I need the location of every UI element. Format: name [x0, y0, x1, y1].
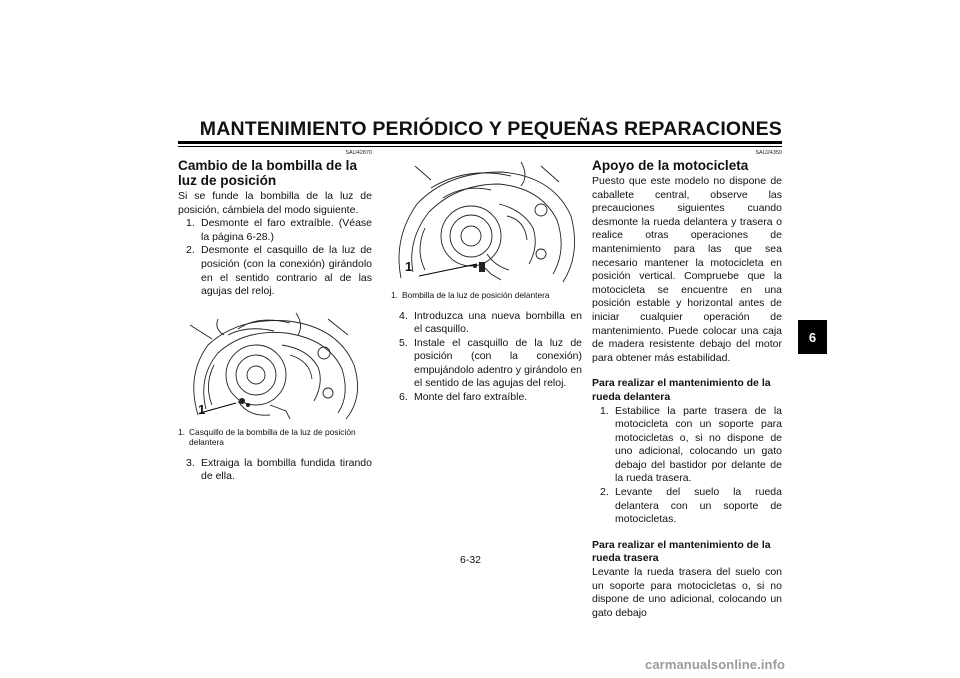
header-rule-thin [178, 146, 782, 147]
left-column [178, 150, 372, 484]
page-header-title: MANTENIMIENTO PERIÓDICO Y PEQUEÑAS REPARACIONES [199, 118, 782, 140]
list-item [391, 310, 582, 337]
list-item [391, 391, 582, 405]
caption-text: Casquillo de la bombilla de la luz de posición delantera [189, 426, 356, 448]
step-text: Introduzca una nueva bombilla en el casquillo. [414, 309, 582, 336]
step-text: Estabilice la parte trasera de la motocicleta con un soporte para motocicletas o, si no dispone de uno adicional, colocando un gato debajo del bastidor por delante de la rueda trasera. [615, 404, 782, 485]
headlight-illustration [178, 305, 372, 425]
steps-list [391, 310, 582, 405]
figure-caption [391, 290, 582, 301]
step-number: 1. [186, 217, 195, 230]
header-rule-thick [178, 141, 782, 144]
rear-text: Levante la rueda trasera del suelo con un soporte para motocicletas o, si no dispone de uno adicional, colocando un gato debajo [592, 566, 782, 619]
section-title: Cambio de la bombilla de la luz de posición [178, 158, 358, 188]
step-text: Monte del faro extraíble. [414, 391, 528, 404]
subsection-heading-rear: Para realizar el mantenimiento de la rueda trasera [592, 538, 771, 565]
step-text: Desmonte el casquillo de la luz de posición (con la conexión) girándolo en el sentido contrario al de las agujas del reloj. [201, 244, 372, 298]
list-item [178, 457, 372, 484]
steps-list [178, 457, 372, 484]
chapter-tab: 6 [798, 320, 827, 354]
step-number: 4. [399, 309, 408, 322]
step-text: Desmonte el faro extraíble. (Véase la página 6-28.) [201, 217, 372, 243]
middle-column [391, 150, 582, 405]
caption-number: 1. [178, 426, 185, 437]
section-code: SAU24350 [755, 150, 782, 156]
figure-bulb [391, 158, 582, 288]
bulb-illustration [391, 158, 582, 288]
section-title: Apoyo de la motocicleta [592, 158, 749, 173]
step-number: 2. [186, 244, 195, 257]
list-item [592, 405, 782, 487]
steps-list [178, 217, 372, 299]
figure-callout-number: 1 [198, 401, 206, 417]
list-item [592, 486, 782, 527]
section-intro: Puesto que este modelo no dispone de caballete central, observe las precauciones siguientes cuando desmonte la rueda delantera y trasera o realice otras operaciones de mantenimiento para las que sea necesario mantener la motocicleta en posición vertical. Compruebe que la motocicleta se encuentre en una posición estable y horizontal antes de iniciar cualquier operación de mantenimiento. Puede colocar una caja de madera resistente debajo del motor para obtener más estabilidad. [592, 175, 782, 364]
step-number: 6. [399, 391, 408, 404]
list-item [391, 337, 582, 391]
steps-list [592, 405, 782, 527]
figure-caption [178, 427, 372, 448]
figure-headlight-socket [178, 305, 372, 425]
section-code: SAU42870 [345, 150, 372, 156]
figure-callout-number: 1 [405, 259, 413, 274]
step-number: 5. [399, 336, 408, 349]
caption-number: 1. [391, 290, 398, 300]
step-number: 2. [600, 486, 609, 499]
right-column [592, 150, 782, 620]
step-text: Instale el casquillo de la luz de posición (con la conexión) empujándolo adentro y girándolo en el sentido de las agujas del reloj. [414, 336, 582, 390]
step-number: 3. [186, 456, 195, 469]
list-item [178, 244, 372, 298]
step-text: Levante del suelo la rueda delantera con un soporte de motocicletas. [615, 486, 782, 526]
step-text: Extraiga la bombilla fundida tirando de ella. [201, 456, 372, 483]
page-number: 6-32 [460, 554, 482, 566]
caption-text: Bombilla de la luz de posición delantera [402, 290, 550, 300]
list-item [178, 217, 372, 244]
section-intro: Si se funde la bombilla de la luz de posición, cámbiela del modo siguiente. [178, 190, 372, 216]
watermark: carmanualsonline.info [645, 657, 786, 672]
subsection-heading-front: Para realizar el mantenimiento de la rueda delantera [592, 377, 771, 403]
step-number: 1. [600, 404, 609, 417]
